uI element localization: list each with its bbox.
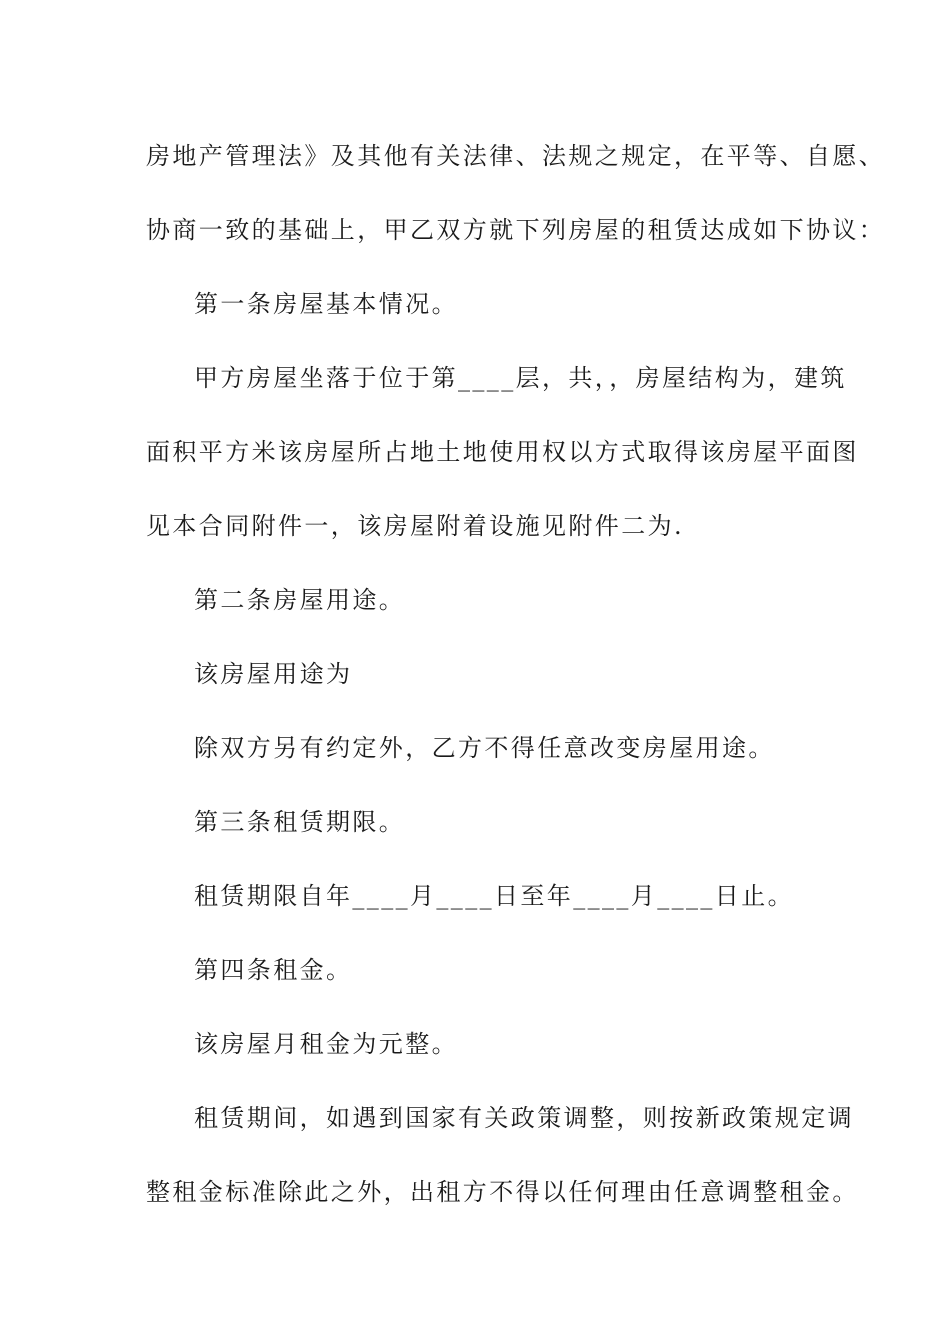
section-heading-1: 第一条房屋基本情况。	[194, 290, 458, 318]
text-line-15: 整租金标准除此之外，出租方不得以任何理由任意调整租金。	[146, 1178, 859, 1206]
section-heading-4: 第四条租金。	[194, 956, 353, 984]
section-heading-3: 第三条租赁期限。	[194, 808, 406, 836]
text-line-5: 面积平方米该房屋所占地土地使用权以方式取得该房屋平面图	[146, 438, 859, 466]
text-line-13: 该房屋月租金为元整。	[194, 1030, 458, 1058]
text-line-8: 该房屋用途为	[194, 660, 353, 688]
text-line-4: 甲方房屋坐落于位于第____层，共，，房屋结构为，建筑	[194, 364, 847, 392]
text-line-2: 协商一致的基础上，甲乙双方就下列房屋的租赁达成如下协议：	[146, 216, 886, 244]
section-heading-2: 第二条房屋用途。	[194, 586, 406, 614]
text-line-9: 除双方另有约定外，乙方不得任意改变房屋用途。	[194, 734, 775, 762]
text-line-11: 租赁期限自年____月____日至年____月____日止。	[194, 882, 794, 910]
text-line-1: 房地产管理法》及其他有关法律、法规之规定，在平等、自愿、	[146, 142, 886, 170]
text-line-6: 见本合同附件一，该房屋附着设施见附件二为.	[146, 512, 685, 540]
text-line-14: 租赁期间，如遇到国家有关政策调整，则按新政策规定调	[194, 1104, 854, 1132]
